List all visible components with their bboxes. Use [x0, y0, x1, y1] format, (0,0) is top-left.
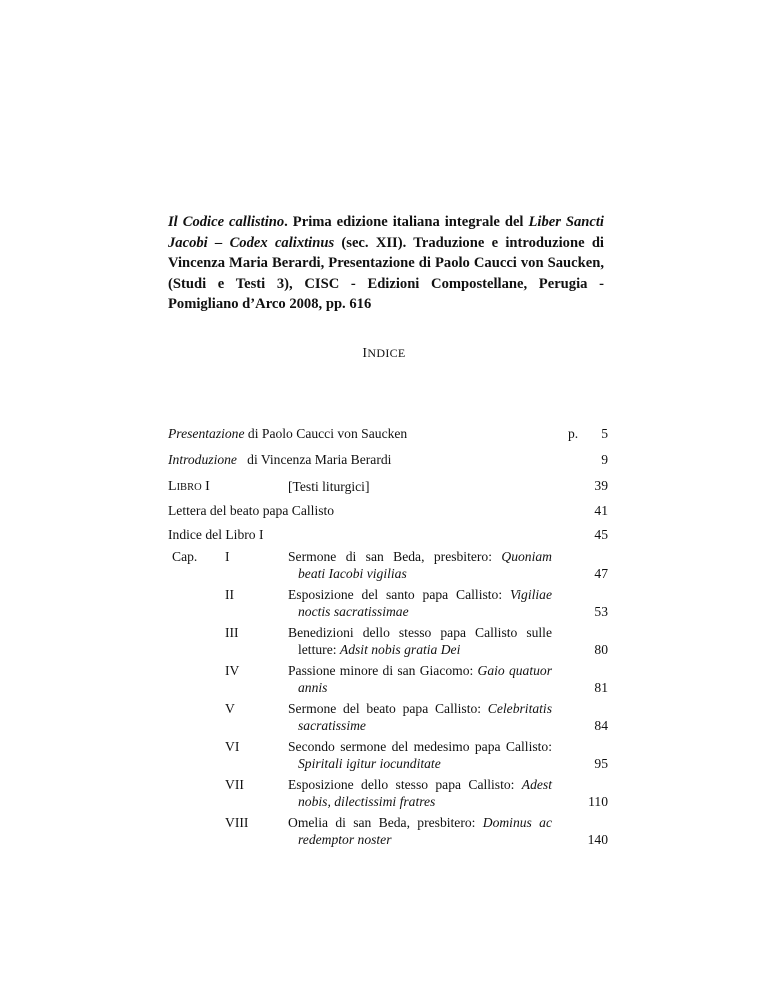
- index-heading: INDICE: [362, 346, 406, 361]
- toc-entry-presentazione: Presentazione di Paolo Caucci von Saucken: [168, 426, 408, 441]
- toc-entry-introduzione: Introduzione di Vincenza Maria Berardi: [168, 452, 392, 467]
- chapter-number: V: [225, 701, 235, 716]
- page-number: 5: [601, 426, 608, 441]
- page-number: 47: [594, 566, 608, 581]
- chapter-number: III: [225, 625, 239, 640]
- citation-text-2: (sec. XII). Traduzione e introduzione di Vincenza Maria Berardi, Presentazione di Paolo Caucci von Saucken, (Studi e Testi 3), CISC - Edizioni Compostellane, Perugia - Pomigliano d’Arco 2008, pp. 616: [168, 234, 604, 312]
- chapter-title: Esposizione del santo papa Callisto: Vigiliae noctis sacratissimae: [288, 587, 552, 619]
- page-number: 81: [594, 680, 608, 695]
- chapter-number: VII: [225, 777, 244, 792]
- chapter-number: II: [225, 587, 235, 602]
- page-number: 41: [594, 503, 608, 518]
- book-title: Il Codice callistino: [168, 214, 285, 230]
- toc-entry-title: Presentazione: [168, 426, 245, 441]
- book-citation: [168, 212, 604, 315]
- toc-entry-title: Introduzione: [168, 452, 237, 467]
- chapter-number: VIII: [225, 815, 249, 830]
- page-number: 95: [594, 756, 608, 771]
- toc-entry-lettera: Lettera del beato papa Callisto: [168, 503, 335, 518]
- chapter-title: Esposizione dello stesso papa Callisto: Adest nobis, dilectissimi fratres: [288, 777, 552, 809]
- page-number: 45: [594, 527, 608, 542]
- toc-entry-indice-libro: Indice del Libro I: [168, 527, 264, 542]
- chapter-title: Passione minore di san Giacomo: Gaio quatuor annis: [288, 663, 552, 695]
- chapter-number: I: [225, 549, 230, 564]
- page-number: 80: [594, 642, 608, 657]
- chapter-label: Cap.: [172, 549, 198, 564]
- chapter-title: Secondo sermone del medesimo papa Callisto: Spiritali igitur iocunditate: [288, 739, 552, 771]
- page-number: 140: [587, 832, 608, 847]
- page-number: 84: [594, 718, 608, 733]
- source-title: Liber Sancti Jacobi – Codex calixtinus: [168, 214, 604, 251]
- chapter-title: Sermone di san Beda, presbitero: Quoniam beati Iacobi vigilias: [288, 549, 552, 581]
- page-number: 110: [588, 794, 608, 809]
- chapter-number: IV: [225, 663, 240, 678]
- page-number: 53: [594, 604, 608, 619]
- page-number: 39: [594, 478, 608, 493]
- chapter-title: Benedizioni dello stesso papa Callisto sulle letture: Adsit nobis gratia Dei: [288, 625, 552, 657]
- page-number: 9: [601, 452, 608, 467]
- toc-entry-libro: LIBRO I: [168, 479, 210, 494]
- toc-entry-libro-desc: [Testi liturgici]: [288, 479, 370, 494]
- page-label: p.: [568, 426, 579, 441]
- chapter-title: Sermone del beato papa Callisto: Celebritatis sacratissime: [288, 701, 552, 733]
- citation-text-1: . Prima edizione italiana integrale del: [284, 214, 529, 230]
- chapter-title: Omelia di san Beda, presbitero: Dominus ac redemptor noster: [288, 815, 552, 847]
- chapter-number: VI: [225, 739, 240, 754]
